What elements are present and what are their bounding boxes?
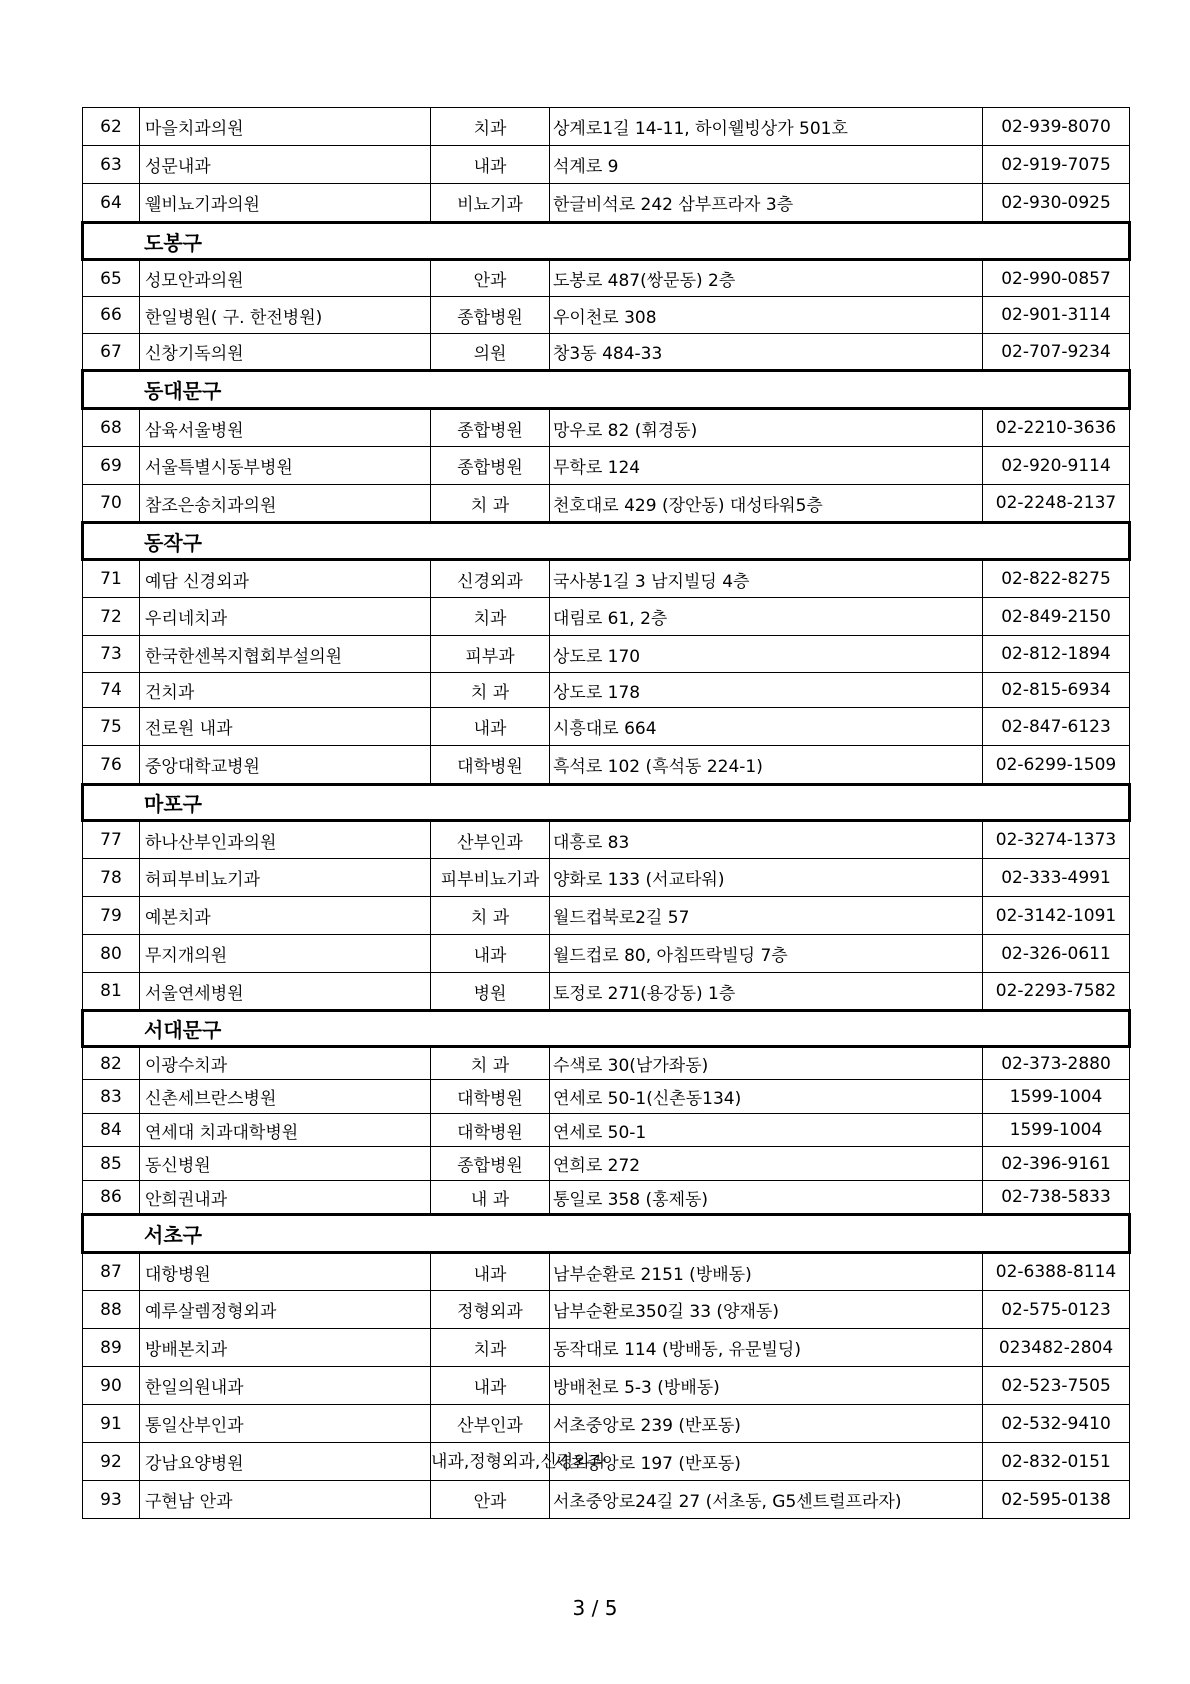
department: 신경외과 [431,560,550,598]
table-row [83,1147,1130,1181]
phone-number: 02-373-2880 [983,1047,1130,1080]
department: 병원 [431,973,550,1011]
phone-number: 02-396-9161 [983,1147,1130,1181]
phone-number: 02-595-0138 [983,1481,1130,1519]
table-row [83,897,1130,935]
address: 상도로 170 [550,636,983,673]
phone-number: 02-532-9410 [983,1405,1130,1443]
hospital-name: 웰비뇨기과의원 [140,184,431,223]
address: 우이천로 308 [550,297,983,334]
table-row [83,1114,1130,1147]
department: 치과 [431,108,550,146]
department: 종합병원 [431,297,550,334]
row-number: 72 [83,598,140,636]
address: 상도로 178 [550,673,983,708]
hospital-name: 허피부비뇨기과 [140,859,431,897]
row-number: 73 [83,636,140,673]
row-number: 93 [83,1481,140,1519]
row-number: 82 [83,1047,140,1080]
department: 산부인과 [431,1405,550,1443]
hospital-name: 안희권내과 [140,1181,431,1215]
hospital-name: 이광수치과 [140,1047,431,1080]
hospital-name: 성문내과 [140,146,431,184]
row-number: 88 [83,1291,140,1329]
hospital-name: 참조은송치과의원 [140,485,431,523]
hospital-name: 삼육서울병원 [140,409,431,447]
row-number: 89 [83,1329,140,1367]
address: 무학로 124 [550,447,983,485]
department: 내과,정형외과,신경외과 [431,1443,550,1481]
table-row [83,297,1130,334]
row-number: 74 [83,673,140,708]
row-number: 84 [83,1114,140,1147]
row-number: 65 [83,260,140,297]
row-number: 76 [83,746,140,785]
table-row [83,746,1130,785]
phone-number: 02-326-0611 [983,935,1130,973]
district-title: 마포구 [83,785,1130,821]
table-row [83,560,1130,598]
district-header-row [83,371,1130,409]
table-row [83,973,1130,1011]
row-number: 83 [83,1080,140,1114]
phone-number: 02-990-0857 [983,260,1130,297]
department: 산부인과 [431,821,550,859]
phone-number: 02-3142-1091 [983,897,1130,935]
hospital-name: 구현남 안과 [140,1481,431,1519]
address: 시흥대로 664 [550,708,983,746]
department: 내과 [431,1253,550,1291]
phone-number: 02-2248-2137 [983,485,1130,523]
address: 한글비석로 242 삼부프라자 3층 [550,184,983,223]
row-number: 63 [83,146,140,184]
hospital-name: 연세대 치과대학병원 [140,1114,431,1147]
table-row [83,1443,1130,1481]
phone-number: 02-939-8070 [983,108,1130,146]
department: 종합병원 [431,447,550,485]
department: 대학병원 [431,746,550,785]
department: 내과 [431,1367,550,1405]
department: 안과 [431,260,550,297]
row-number: 67 [83,334,140,371]
hospital-name: 대항병원 [140,1253,431,1291]
hospital-name: 서울연세병원 [140,973,431,1011]
address: 월드컵로 80, 아침뜨락빌딩 7층 [550,935,983,973]
row-number: 80 [83,935,140,973]
hospital-name: 전로원 내과 [140,708,431,746]
hospital-name: 서울특별시동부병원 [140,447,431,485]
table-row [83,447,1130,485]
address: 통일로 358 (홍제동) [550,1181,983,1215]
row-number: 92 [83,1443,140,1481]
address: 연세로 50-1 [550,1114,983,1147]
department: 안과 [431,1481,550,1519]
row-number: 71 [83,560,140,598]
department: 치 과 [431,673,550,708]
district-title: 동작구 [83,523,1130,560]
address: 연희로 272 [550,1147,983,1181]
hospital-name: 성모안과의원 [140,260,431,297]
district-header-row [83,1011,1130,1047]
department: 치 과 [431,485,550,523]
table-row [83,1481,1130,1519]
table-row [83,1181,1130,1215]
table-row [83,598,1130,636]
address: 석계로 9 [550,146,983,184]
department: 대학병원 [431,1114,550,1147]
phone-number: 02-815-6934 [983,673,1130,708]
district-header-row [83,1215,1130,1253]
district-title: 동대문구 [83,371,1130,409]
phone-number: 02-847-6123 [983,708,1130,746]
phone-number: 02-3274-1373 [983,821,1130,859]
phone-number: 02-707-9234 [983,334,1130,371]
table-row [83,1291,1130,1329]
hospital-name: 한일병원( 구. 한전병원) [140,297,431,334]
address: 수색로 30(남가좌동) [550,1047,983,1080]
table-row [83,673,1130,708]
hospital-name: 우리네치과 [140,598,431,636]
table-row [83,708,1130,746]
hospital-name: 한국한센복지협회부설의원 [140,636,431,673]
department: 종합병원 [431,1147,550,1181]
address: 월드컵북로2길 57 [550,897,983,935]
phone-number: 02-832-0151 [983,1443,1130,1481]
department: 의원 [431,334,550,371]
department: 내과 [431,935,550,973]
phone-number: 02-333-4991 [983,859,1130,897]
district-header-row [83,785,1130,821]
table-row [83,1405,1130,1443]
department: 비뇨기과 [431,184,550,223]
address: 대흥로 83 [550,821,983,859]
hospital-name: 신창기독의원 [140,334,431,371]
hospital-name: 중앙대학교병원 [140,746,431,785]
table-row [83,146,1130,184]
phone-number: 02-6299-1509 [983,746,1130,785]
address: 남부순환로 2151 (방배동) [550,1253,983,1291]
row-number: 68 [83,409,140,447]
table-row [83,1253,1130,1291]
address: 창3동 484-33 [550,334,983,371]
table-row [83,184,1130,223]
row-number: 90 [83,1367,140,1405]
row-number: 66 [83,297,140,334]
row-number: 87 [83,1253,140,1291]
department: 치과 [431,598,550,636]
table-row [83,409,1130,447]
table-row [83,1367,1130,1405]
phone-number: 02-849-2150 [983,598,1130,636]
hospital-name: 예담 신경외과 [140,560,431,598]
phone-number: 02-523-7505 [983,1367,1130,1405]
phone-number: 02-822-8275 [983,560,1130,598]
hospital-name: 한일의원내과 [140,1367,431,1405]
address: 연세로 50-1(신촌동134) [550,1080,983,1114]
phone-number: 02-6388-8114 [983,1253,1130,1291]
district-header-row [83,523,1130,560]
address: 방배천로 5-3 (방배동) [550,1367,983,1405]
table-row [83,859,1130,897]
phone-number: 02-920-9114 [983,447,1130,485]
hospital-name: 건치과 [140,673,431,708]
table-row [83,1080,1130,1114]
table-row [83,485,1130,523]
address: 토정로 271(용강동) 1층 [550,973,983,1011]
hospital-name: 마을치과의원 [140,108,431,146]
phone-number: 1599-1004 [983,1114,1130,1147]
hospital-directory-table [81,107,1131,1519]
row-number: 64 [83,184,140,223]
hospital-name: 하나산부인과의원 [140,821,431,859]
table-row [83,1047,1130,1080]
phone-number: 02-930-0925 [983,184,1130,223]
row-number: 81 [83,973,140,1011]
district-title: 서대문구 [83,1011,1130,1047]
hospital-name: 예루살렘정형외과 [140,1291,431,1329]
phone-number: 02-575-0123 [983,1291,1130,1329]
row-number: 77 [83,821,140,859]
hospital-name: 신촌세브란스병원 [140,1080,431,1114]
hospital-name: 무지개의원 [140,935,431,973]
address: 서초중앙로24길 27 (서초동, G5센트럴프라자) [550,1481,983,1519]
hospital-name: 예본치과 [140,897,431,935]
district-title: 도봉구 [83,223,1130,260]
department: 치 과 [431,1047,550,1080]
phone-number: 02-901-3114 [983,297,1130,334]
phone-number: 02-2210-3636 [983,409,1130,447]
address: 망우로 82 (휘경동) [550,409,983,447]
address: 상계로1길 14-11, 하이웰빙상가 501호 [550,108,983,146]
row-number: 86 [83,1181,140,1215]
table-row [83,1329,1130,1367]
hospital-name: 강남요양병원 [140,1443,431,1481]
row-number: 85 [83,1147,140,1181]
department: 내 과 [431,1181,550,1215]
department: 피부비뇨기과 [431,859,550,897]
department: 치과 [431,1329,550,1367]
table-row [83,108,1130,146]
department: 내과 [431,146,550,184]
row-number: 69 [83,447,140,485]
address: 서초중앙로 197 (반포동) [550,1443,983,1481]
phone-number: 02-919-7075 [983,146,1130,184]
row-number: 79 [83,897,140,935]
address: 도봉로 487(쌍문동) 2층 [550,260,983,297]
department: 정형외과 [431,1291,550,1329]
department: 내과 [431,708,550,746]
phone-number: 02-812-1894 [983,636,1130,673]
hospital-name: 동신병원 [140,1147,431,1181]
district-title: 서초구 [83,1215,1130,1253]
table-row [83,935,1130,973]
phone-number: 02-738-5833 [983,1181,1130,1215]
row-number: 70 [83,485,140,523]
department: 대학병원 [431,1080,550,1114]
phone-number: 02-2293-7582 [983,973,1130,1011]
table-row [83,821,1130,859]
address: 서초중앙로 239 (반포동) [550,1405,983,1443]
department: 종합병원 [431,409,550,447]
row-number: 75 [83,708,140,746]
address: 국사봉1길 3 남지빌딩 4층 [550,560,983,598]
address: 대림로 61, 2층 [550,598,983,636]
table-row [83,636,1130,673]
hospital-directory-sheet [81,107,1128,1519]
phone-number: 023482-2804 [983,1329,1130,1367]
table-row [83,334,1130,371]
row-number: 91 [83,1405,140,1443]
address: 남부순환로350길 33 (양재동) [550,1291,983,1329]
address: 흑석로 102 (흑석동 224-1) [550,746,983,785]
phone-number: 1599-1004 [983,1080,1130,1114]
district-header-row [83,223,1130,260]
table-row [83,260,1130,297]
row-number: 78 [83,859,140,897]
department: 피부과 [431,636,550,673]
address: 천호대로 429 (장안동) 대성타워5층 [550,485,983,523]
hospital-name: 통일산부인과 [140,1405,431,1443]
address: 동작대로 114 (방배동, 유문빌딩) [550,1329,983,1367]
row-number: 62 [83,108,140,146]
hospital-name: 방배본치과 [140,1329,431,1367]
page-number: 3 / 5 [572,1596,618,1620]
department: 치 과 [431,897,550,935]
address: 양화로 133 (서교타워) [550,859,983,897]
